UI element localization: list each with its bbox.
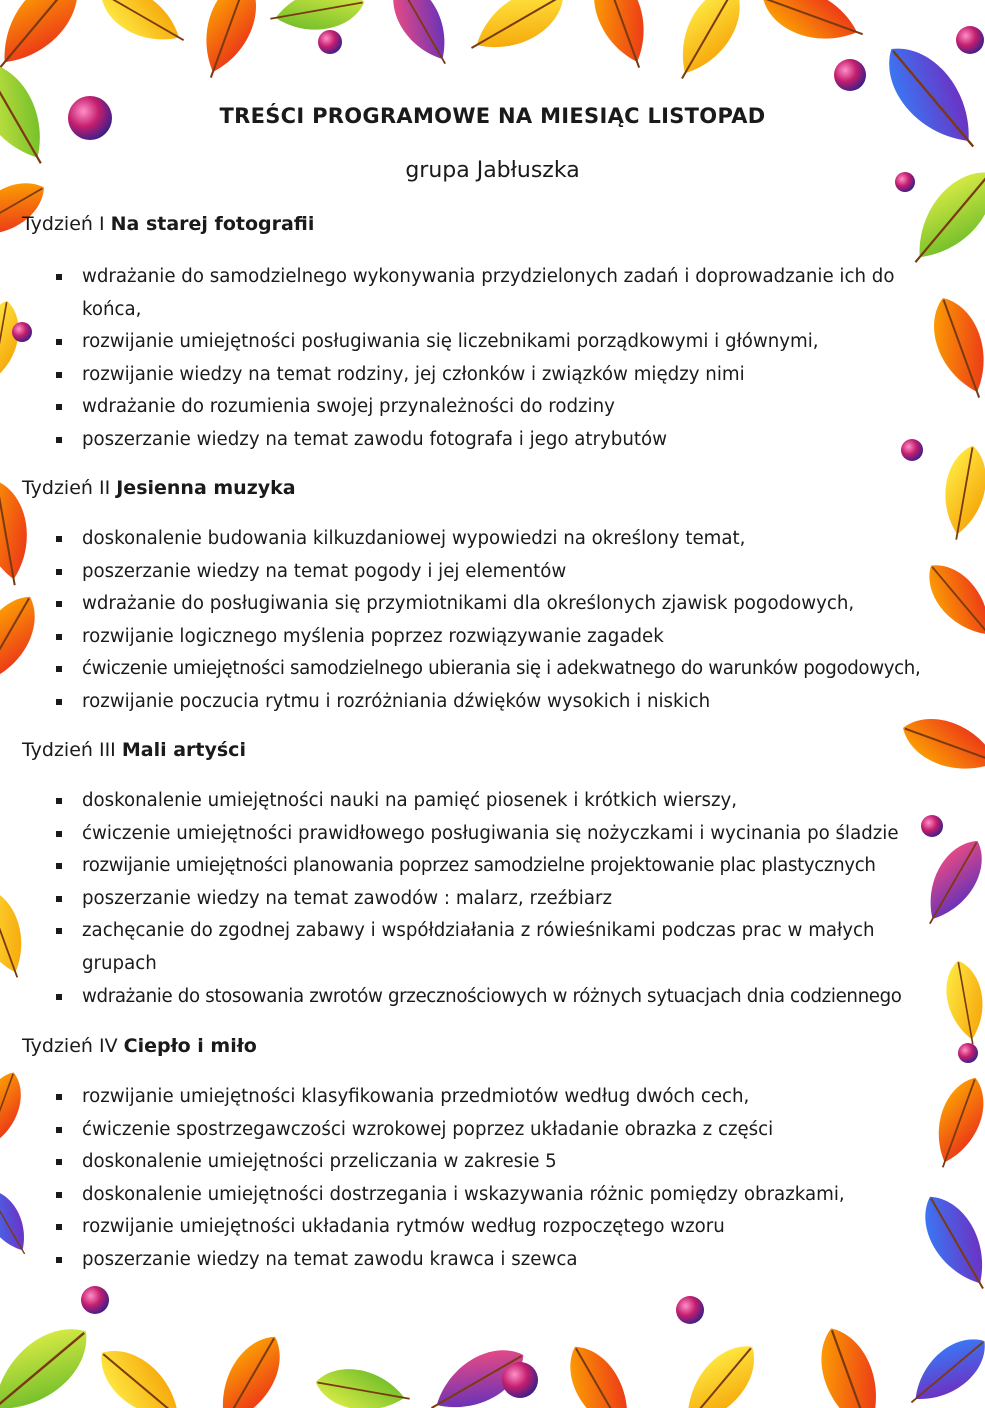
list-item: poszerzanie wiedzy na temat pogody i jej elementów: [22, 556, 942, 589]
list-item: rozwijanie logicznego myślenia poprzez rozwiązywanie zagadek: [22, 621, 942, 654]
week-label: Tydzień III: [22, 739, 116, 761]
list-item: rozwijanie poczucia rytmu i rozróżniania dźwięków wysokich i niskich: [22, 686, 942, 719]
week-heading: [22, 737, 962, 763]
week-label: Tydzień IV: [22, 1035, 118, 1057]
list-item: poszerzanie wiedzy na temat zawodu krawca i szewca: [22, 1244, 942, 1277]
week-label: Tydzień II: [22, 477, 111, 499]
week-theme: Ciepło i miło: [123, 1035, 257, 1057]
week-theme: Na starej fotografii: [110, 213, 315, 235]
list-item: poszerzanie wiedzy na temat zawodów : malarz, rzeźbiarz: [22, 883, 942, 916]
list-item: ćwiczenie umiejętności samodzielnego ubierania się i adekwatnego do warunków pogodowych,: [22, 653, 962, 686]
list-item: poszerzanie wiedzy na temat zawodu fotografa i jego atrybutów: [22, 424, 942, 457]
page-title: TREŚCI PROGRAMOWE NA MIESIĄC LISTOPAD: [219, 104, 766, 128]
week-heading: [22, 1033, 962, 1059]
list-item: zachęcanie do zgodnej zabawy i współdziałania z rówieśnikami podczas prac w małych grupach: [22, 915, 942, 980]
list-item: rozwijanie umiejętności posługiwania się liczebnikami porządkowymi i głównymi,: [22, 326, 942, 359]
list-item: ćwiczenie umiejętności prawidłowego posługiwania się nożyczkami i wycinania po śladzie: [22, 818, 942, 851]
list-item: wdrażanie do posługiwania się przymiotnikami dla określonych zjawisk pogodowych,: [22, 588, 942, 621]
list-item: doskonalenie umiejętności nauki na pamięć piosenek i krótkich wierszy,: [22, 785, 942, 818]
week-section: [22, 475, 962, 719]
goals-list: [22, 785, 962, 1013]
week-theme: Mali artyści: [121, 739, 246, 761]
group-subtitle: grupa Jabłuszka: [405, 158, 580, 183]
week-section: [22, 1033, 962, 1277]
week-heading: [22, 475, 962, 501]
list-item: rozwijanie wiedzy na temat rodziny, jej członków i związków między nimi: [22, 359, 942, 392]
list-item: rozwijanie umiejętności planowania poprzez samodzielne projektowanie plac plastycznych: [22, 850, 962, 883]
list-item: doskonalenie umiejętności dostrzegania i wskazywania różnic pomiędzy obrazkami,: [22, 1179, 942, 1212]
list-item: wdrażanie do stosowania zwrotów grzecznościowych w różnych sytuacjach dnia codziennego: [22, 981, 962, 1014]
list-item: wdrażanie do rozumienia swojej przynależności do rodziny: [22, 391, 942, 424]
list-item: doskonalenie budowania kilkuzdaniowej wypowiedzi na określony temat,: [22, 523, 942, 556]
goals-list: [22, 261, 962, 457]
list-item: wdrażanie do samodzielnego wykonywania przydzielonych zadań i doprowadzanie ich do końca,: [22, 261, 942, 326]
list-item: rozwijanie umiejętności klasyfikowania przedmiotów według dwóch cech,: [22, 1081, 942, 1114]
week-label: Tydzień I: [22, 213, 105, 235]
list-item: rozwijanie umiejętności układania rytmów według rozpoczętego wzoru: [22, 1211, 942, 1244]
week-section: [22, 211, 962, 457]
list-item: ćwiczenie spostrzegawczości wzrokowej poprzez układanie obrazka z części: [22, 1114, 942, 1147]
list-item: doskonalenie umiejętności przeliczania w zakresie 5: [22, 1146, 942, 1179]
week-theme: Jesienna muzyka: [116, 477, 296, 499]
week-heading: [22, 211, 962, 237]
goals-list: [22, 523, 962, 719]
week-section: [22, 737, 962, 1013]
goals-list: [22, 1081, 962, 1277]
